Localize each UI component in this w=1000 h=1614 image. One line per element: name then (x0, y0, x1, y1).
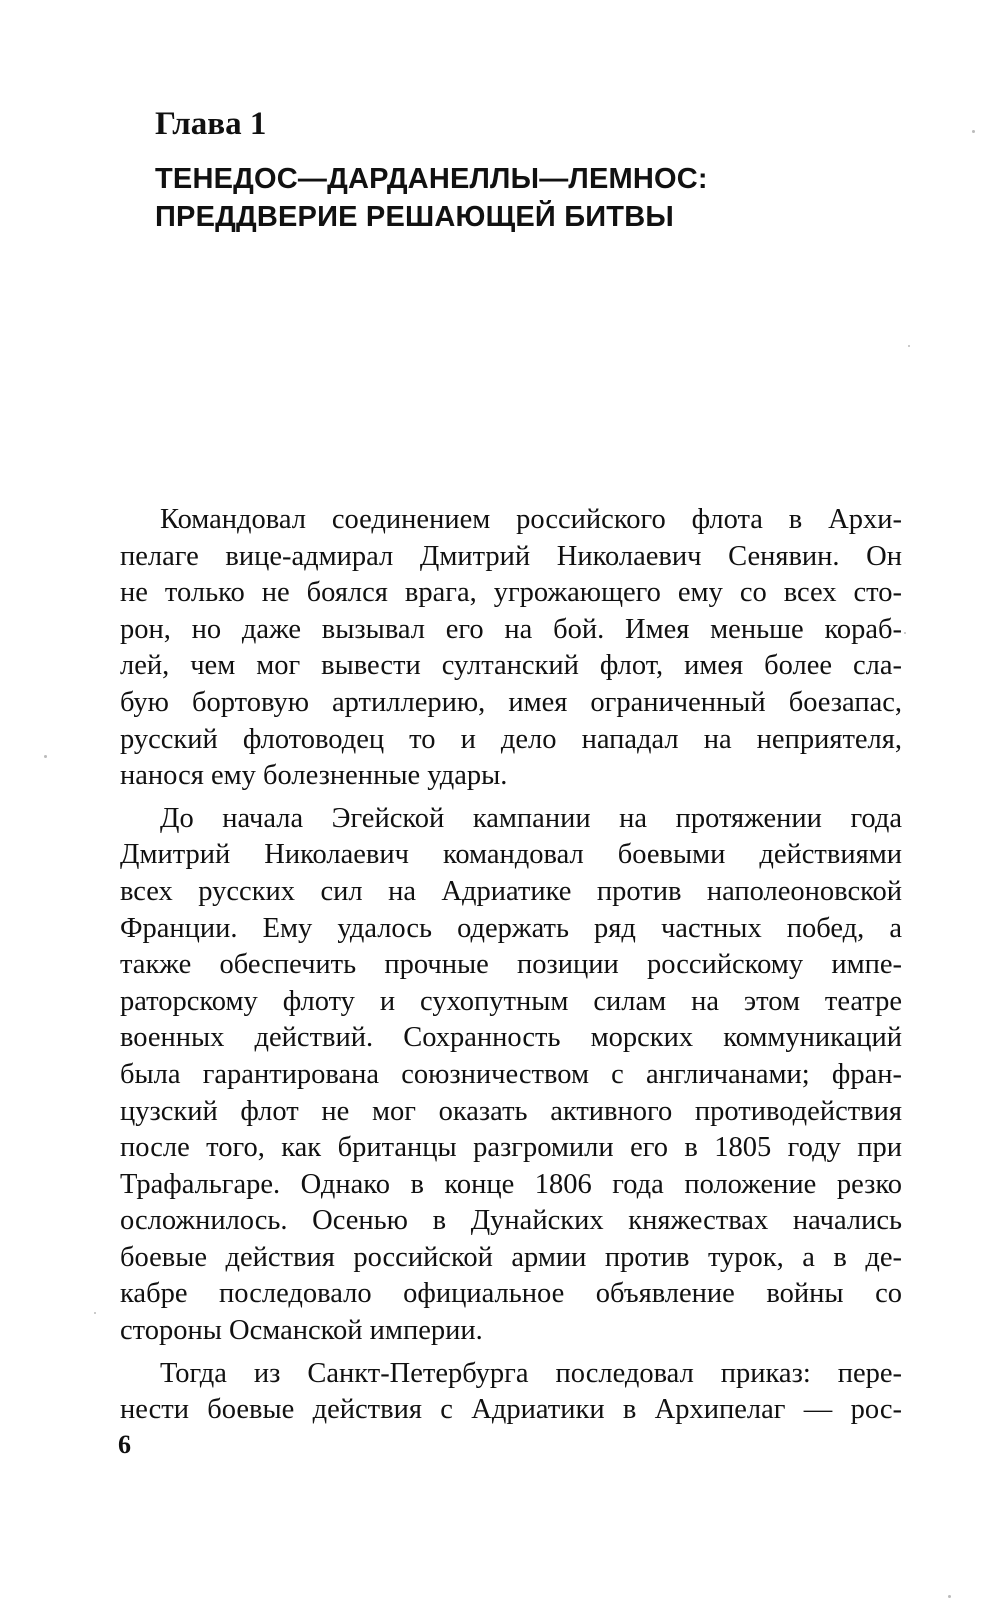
chapter-label: Глава 1 (155, 106, 267, 142)
scan-speck (44, 755, 47, 758)
text-line: была гарантирована союзничеством с англичанами; фран- (120, 1058, 902, 1090)
text-line: стороны Османской империи. (120, 1315, 483, 1347)
text-line: также обеспечить прочные позиции российскому импе- (120, 949, 902, 981)
text-line: нести боевые действия с Адриатики в Архипелаг — рос- (120, 1394, 902, 1426)
scan-speck (972, 130, 975, 133)
text-line: пелаге вице-адмирал Дмитрий Николаевич Сенявин. Он (120, 540, 902, 572)
text-line: военных действий. Сохранность морских коммуникаций (120, 1022, 902, 1054)
paragraph (120, 801, 902, 1350)
text-line: осложнилось. Осенью в Дунайских княжествах начались (120, 1205, 902, 1237)
text-line: Командовал соединением российского флота в Архи- (160, 504, 902, 535)
text-line: раторскому флоту и сухопутным силам на этом театре (120, 985, 902, 1017)
text-line: не только не боялся врага, угрожающего ему со всех сто- (120, 577, 902, 609)
paragraph (120, 1356, 902, 1429)
chapter-title-line: ПРЕДДВЕРИЕ РЕШАЮЩЕЙ БИТВЫ (155, 201, 674, 233)
chapter-title-line: ТЕНЕДОС—ДАРДАНЕЛЛЫ—ЛЕМНОС: (155, 163, 708, 195)
text-line: нанося ему болезненные удары. (120, 760, 508, 792)
text-line: Дмитрий Николаевич командовал боевыми действиями (120, 839, 902, 871)
text-line: Франции. Ему удалось одержать ряд частных побед, а (120, 912, 902, 944)
text-line: Тогда из Санкт-Петербурга последовал приказ: пере- (160, 1357, 902, 1389)
text-line: цузский флот не мог оказать активного противодействия (120, 1095, 902, 1127)
scan-speck (948, 1595, 951, 1598)
scan-speck (908, 345, 910, 347)
text-line: Трафальгаре. Однако в конце 1806 года положение резко (120, 1168, 902, 1200)
text-line: всех русских сил на Адриатике против наполеоновской (120, 875, 902, 907)
text-line: русский флотоводец то и дело нападал на неприятеля, (120, 723, 902, 755)
body-text (120, 502, 902, 1435)
text-line: после того, как британцы разгромили его в 1805 году при (120, 1132, 902, 1164)
text-line: лей, чем мог вывести султанский флот, имея более сла- (120, 650, 902, 682)
text-line: боевые действия российской армии против турок, а в де- (120, 1241, 902, 1273)
text-line: кабре последовало официальное объявление войны со (120, 1278, 902, 1310)
page-number: 6 (118, 1430, 131, 1459)
text-line: рон, но даже вызывал его на бой. Имея меньше кораб- (120, 613, 902, 645)
paragraph (120, 502, 902, 795)
scan-speck (94, 1312, 96, 1314)
text-line: бую бортовую артиллерию, имея ограниченный боезапас, (120, 686, 902, 718)
chapter-title (155, 160, 708, 236)
text-line: До начала Эгейской кампании на протяжении года (160, 802, 902, 834)
scan-speck (904, 632, 906, 634)
